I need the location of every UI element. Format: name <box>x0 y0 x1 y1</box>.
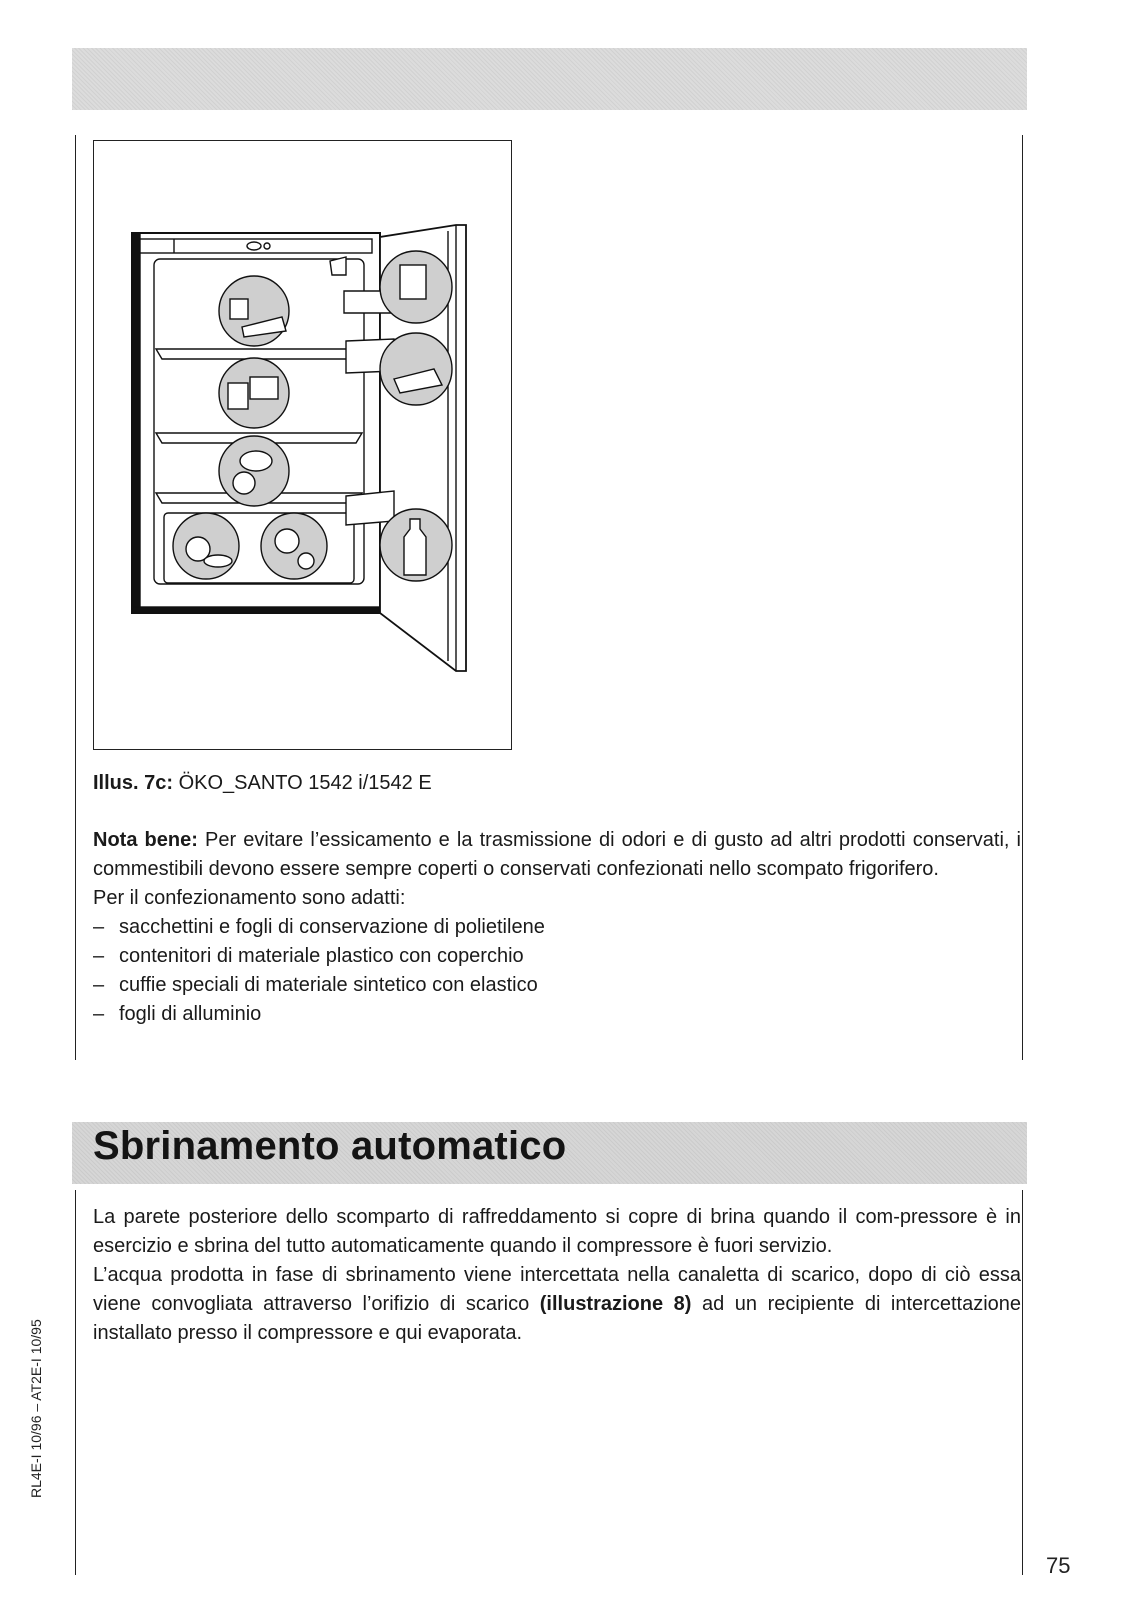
right-margin-rule-top <box>1022 135 1023 1060</box>
section-heading: Sbrinamento automatico <box>93 1124 567 1168</box>
packaging-list <box>93 913 1021 1029</box>
left-margin-rule-top <box>75 135 76 1060</box>
note-paragraph <box>93 826 1021 884</box>
list-item: – contenitori di materiale plastico con coperchio <box>93 942 1021 971</box>
section-paragraph-2: L’acqua prodotta in fase di sbrinamento viene intercettata nella canaletta di scarico, dopo di ciò essa viene convogliata attraverso l’orifizio di scarico (illustrazione 8) ad un recipiente di intercettazione installato presso il compressore e qui evaporata. <box>93 1264 1022 1344</box>
list-dash: – <box>93 916 105 938</box>
food-circle-door-butter <box>380 333 452 405</box>
list-item: – fogli di alluminio <box>93 1000 1021 1029</box>
list-dash: – <box>93 1003 105 1025</box>
fridge-illustration-frame <box>93 140 512 750</box>
figure-caption <box>93 772 432 795</box>
figure-caption-label: Illus. 7c: <box>93 772 174 794</box>
list-item: – sacchettini e fogli di conservazione di polietilene <box>93 913 1021 942</box>
section-paragraph-1: La parete posteriore dello scomparto di raffreddamento si copre di brina quando il com-pressore è in esercizio e sbrina del tutto automaticamente quando il compressore è fuori servizio. <box>93 1206 1021 1257</box>
right-margin-rule-bottom <box>1022 1190 1023 1575</box>
document-code: RL4E-I 10/96 – AT2E-I 10/95 <box>28 1319 44 1498</box>
section-body <box>93 1203 1021 1348</box>
figure-caption-text: ÖKO_SANTO 1542 i/1542 E <box>173 772 432 794</box>
note-intro: Per il confezionamento sono adatti: <box>93 887 406 909</box>
note-text: Per evitare l’essicamento e la trasmissione di odori e di gusto ad altri prodotti conservati, i commestibili devono essere sempre coperti o conservati confezionati nello scompato frigorifero. <box>93 829 1022 880</box>
note-label: Nota bene: <box>93 829 198 851</box>
note-block <box>93 826 1021 1029</box>
left-margin-rule-bottom <box>75 1190 76 1575</box>
list-dash: – <box>93 945 105 967</box>
control-panel <box>140 239 372 253</box>
list-dash: – <box>93 974 105 996</box>
list-item: – cuffie speciali di materiale sintetico con elastico <box>93 971 1021 1000</box>
fridge-illustration <box>94 141 511 749</box>
header-band <box>72 48 1027 110</box>
page-number: 75 <box>1046 1553 1071 1578</box>
illustration-reference: (illustrazione 8) <box>539 1293 692 1315</box>
